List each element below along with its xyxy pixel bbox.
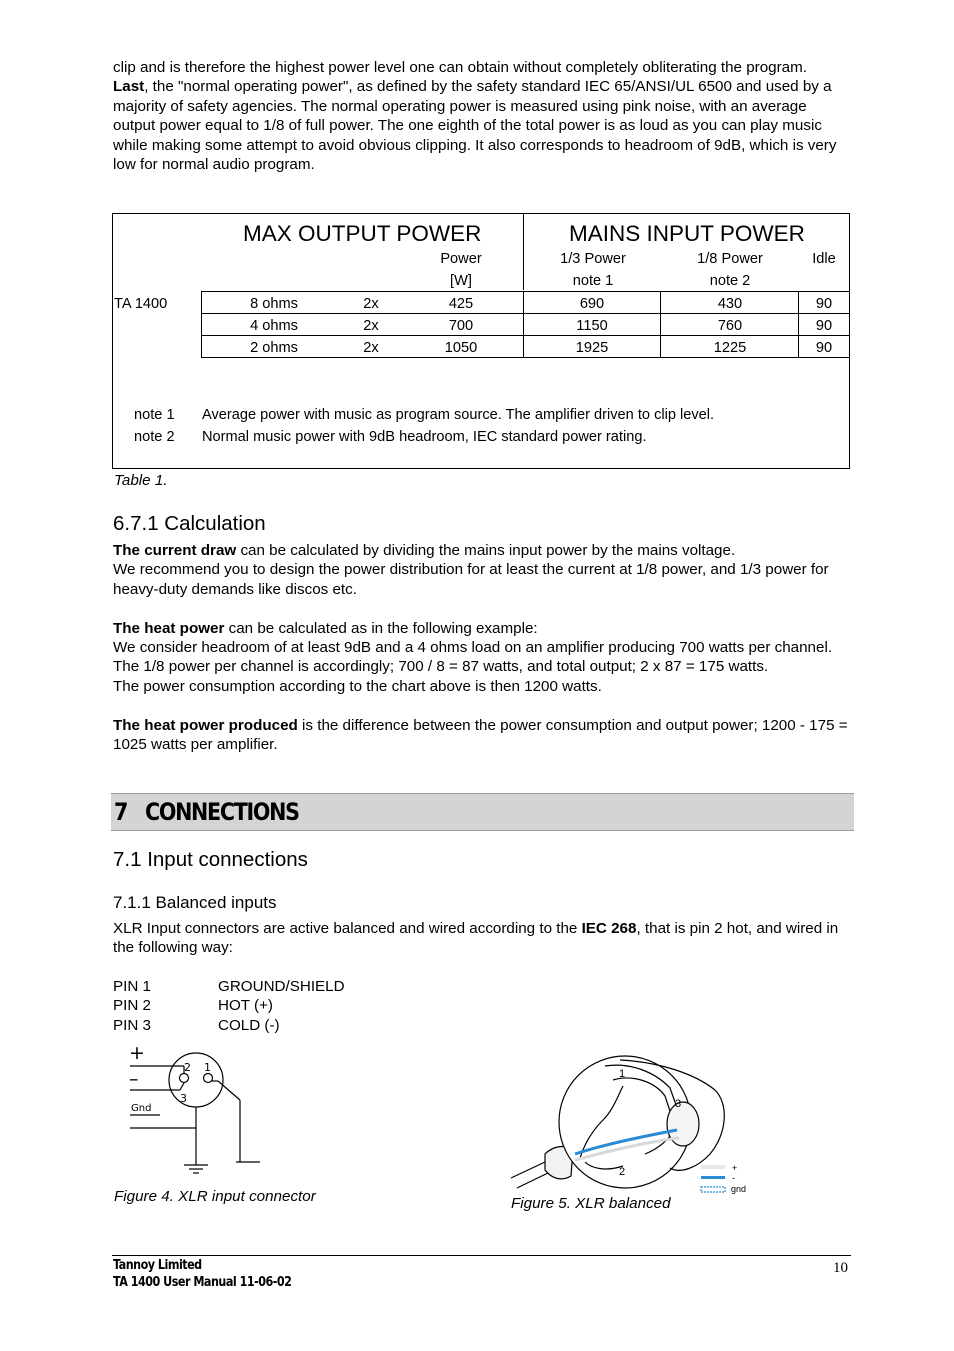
grid-line [201, 335, 850, 336]
cell-third: 1925 [575, 340, 609, 356]
power-table [112, 213, 850, 469]
grid-line [523, 291, 524, 358]
intro-paragraph [113, 58, 848, 174]
figure-5-caption: Figure 5. XLR balanced [511, 1195, 671, 1212]
xlr-standard: IEC 268 [581, 920, 637, 937]
heat-produced-label: The heat power produced [113, 716, 298, 734]
heat-produced-paragraph [113, 716, 848, 755]
footer-company: Tannoy Limited [113, 1258, 202, 1273]
pin-1-contact [204, 1074, 213, 1083]
figure-4-caption: Figure 4. XLR input connector [114, 1188, 316, 1205]
cell-load: 8 ohms [250, 296, 298, 312]
pin-desc: GROUND/SHIELD [218, 978, 345, 995]
cell-eighth: 760 [717, 318, 743, 334]
legend-gnd-swatch [701, 1187, 725, 1192]
current-draw-paragraph [113, 541, 848, 560]
pin-2-number: 2 [184, 1061, 191, 1074]
subheader-note2: note 2 [709, 273, 751, 289]
subheader-note1: note 1 [572, 273, 614, 289]
cell-channels: 2x [363, 340, 379, 356]
xlr-input-schematic [120, 1040, 270, 1175]
legend-gnd: gnd [731, 1184, 747, 1194]
cell-idle: 90 [815, 296, 833, 312]
balanced-inputs-heading: 7.1.1 Balanced inputs [113, 893, 277, 912]
heat-power-paragraph [113, 619, 848, 638]
minus-label: – [129, 1068, 139, 1090]
grid-line [798, 291, 799, 358]
legend-plus: + [732, 1163, 738, 1173]
intro-line: clip and is therefore the highest power level one can obtain without completely obliterating the program. [113, 59, 807, 76]
current-draw-label: The current draw [113, 542, 237, 559]
cell-power: 1050 [444, 340, 478, 356]
footer-rule [112, 1255, 851, 1256]
xlr-balanced-illustration [505, 1050, 765, 1200]
cell-eighth: 1225 [713, 340, 747, 356]
current-draw-recommendation: We recommend you to design the power distribution for at least the current at 1/8 power, and 1/3 power for heavy-duty demands like discos etc. [113, 561, 829, 598]
pin-row [113, 996, 513, 1015]
pin-label: PIN 3 [113, 1016, 151, 1034]
pin-3-number: 3 [675, 1098, 682, 1110]
note2-text: Normal music power with 9dB headroom, IEC standard power rating. [202, 429, 647, 445]
subheader-eighth-power: 1/8 Power [697, 251, 763, 267]
heat-power-text: can be calculated as in the following example: [224, 619, 538, 637]
calculation-heading: 6.7.1 Calculation [113, 512, 266, 535]
cell-power: 425 [448, 296, 474, 312]
pin-2-number: 2 [619, 1166, 626, 1178]
header-mains-input: MAINS INPUT POWER [569, 221, 805, 246]
pin-desc: HOT (+) [218, 997, 273, 1015]
xlr-body [169, 1053, 223, 1107]
pin-1-number: 1 [619, 1068, 626, 1080]
cell-idle: 90 [815, 340, 833, 356]
pin-label: PIN 1 [113, 978, 151, 995]
model-label: TA 1400 [114, 296, 168, 312]
cell-eighth: 430 [717, 296, 743, 312]
grid-line [660, 291, 661, 358]
subheader-watts: [W] [450, 273, 472, 289]
heat-produced-text: is the difference between the power consumption and output power; 1200 - 175 = 1025 watts per amplifier. [113, 716, 848, 754]
page-number: 10 [833, 1260, 848, 1276]
current-draw-text: can be calculated by dividing the mains input power by the mains voltage. [236, 542, 736, 559]
grid-line [201, 357, 850, 358]
table-caption: Table 1. [114, 472, 168, 489]
balanced-inputs-text [113, 919, 848, 958]
last-label: Last [113, 78, 145, 96]
footer-manual: TA 1400 User Manual 11-06-02 [113, 1275, 292, 1290]
pin-row [113, 977, 513, 996]
heat-power-consumption: The power consumption according to the chart above is then 1200 watts. [113, 677, 602, 695]
xlr-text-b: , that is pin 2 hot, and wired in the following way: [113, 920, 839, 957]
section-number: 7 [114, 798, 128, 826]
section-bar [111, 793, 854, 831]
xlr-text-a: XLR Input connectors are active balanced and wired according to the [113, 920, 582, 937]
heat-power-example: We consider headroom of at least 9dB and a 4 ohms load on an amplifier producing 700 watts per channel. The 1/8 power per channel is accordingly; 700 / 8 = 87 watts, and total output; 2 x 87 = 175 watts. [113, 639, 833, 676]
pin-list [113, 977, 513, 1035]
pin-1-number: 1 [204, 1061, 211, 1074]
plus-label: + [129, 1042, 145, 1064]
cell-third: 690 [579, 296, 605, 312]
section-title [114, 797, 299, 827]
cell-power: 700 [448, 318, 474, 334]
pin-2-contact [180, 1074, 189, 1083]
grid-line [201, 313, 850, 314]
subheader-idle: Idle [812, 251, 836, 267]
grid-line [201, 291, 850, 292]
header-max-output: MAX OUTPUT POWER [243, 221, 482, 246]
cell-channels: 2x [363, 318, 379, 334]
cell-load: 4 ohms [250, 318, 298, 334]
cell-idle: 90 [815, 318, 833, 334]
last-text: , the "normal operating power", as defined by the safety standard IEC 65/ANSI/UL 6500 and used by a majority of safety agencies. The normal operating power is measured using pink noise, with an average output power equal to 1/8 of full power. The one eighth of the total power is as loud as you can play music while making some attempt to avoid obvious clipping. It also corresponds to headroom of 9dB, which is very low for normal audio program. [113, 78, 837, 174]
cell-channels: 2x [363, 296, 379, 312]
last-paragraph [113, 77, 848, 174]
cell-load: 2 ohms [250, 340, 298, 356]
pin-3-number: 3 [180, 1092, 187, 1105]
subheader-third-power: 1/3 Power [560, 251, 626, 267]
gnd-label: Gnd [131, 1103, 152, 1114]
heat-power-label: The heat power [113, 619, 225, 637]
cold-wire [180, 1083, 184, 1090]
input-connections-heading: 7.1 Input connections [113, 848, 308, 871]
legend-minus: - [732, 1173, 735, 1183]
note2-label: note 2 [134, 429, 175, 445]
grid-line [201, 291, 202, 358]
pin-desc: COLD (-) [218, 1016, 280, 1034]
pin-label: PIN 2 [113, 997, 151, 1015]
pin-row [113, 1016, 513, 1035]
subheader-power: Power [440, 251, 482, 267]
legend-hot-swatch [701, 1165, 725, 1169]
cell-third: 1150 [576, 318, 608, 334]
note1-label: note 1 [134, 407, 175, 423]
legend-cold-swatch [701, 1176, 725, 1179]
section-name: CONNECTIONS [144, 798, 299, 826]
calculation-body [113, 541, 848, 754]
table-divider [523, 214, 524, 290]
grid-line [849, 291, 850, 358]
note1-text: Average power with music as program source. The amplifier driven to clip level. [202, 407, 715, 423]
